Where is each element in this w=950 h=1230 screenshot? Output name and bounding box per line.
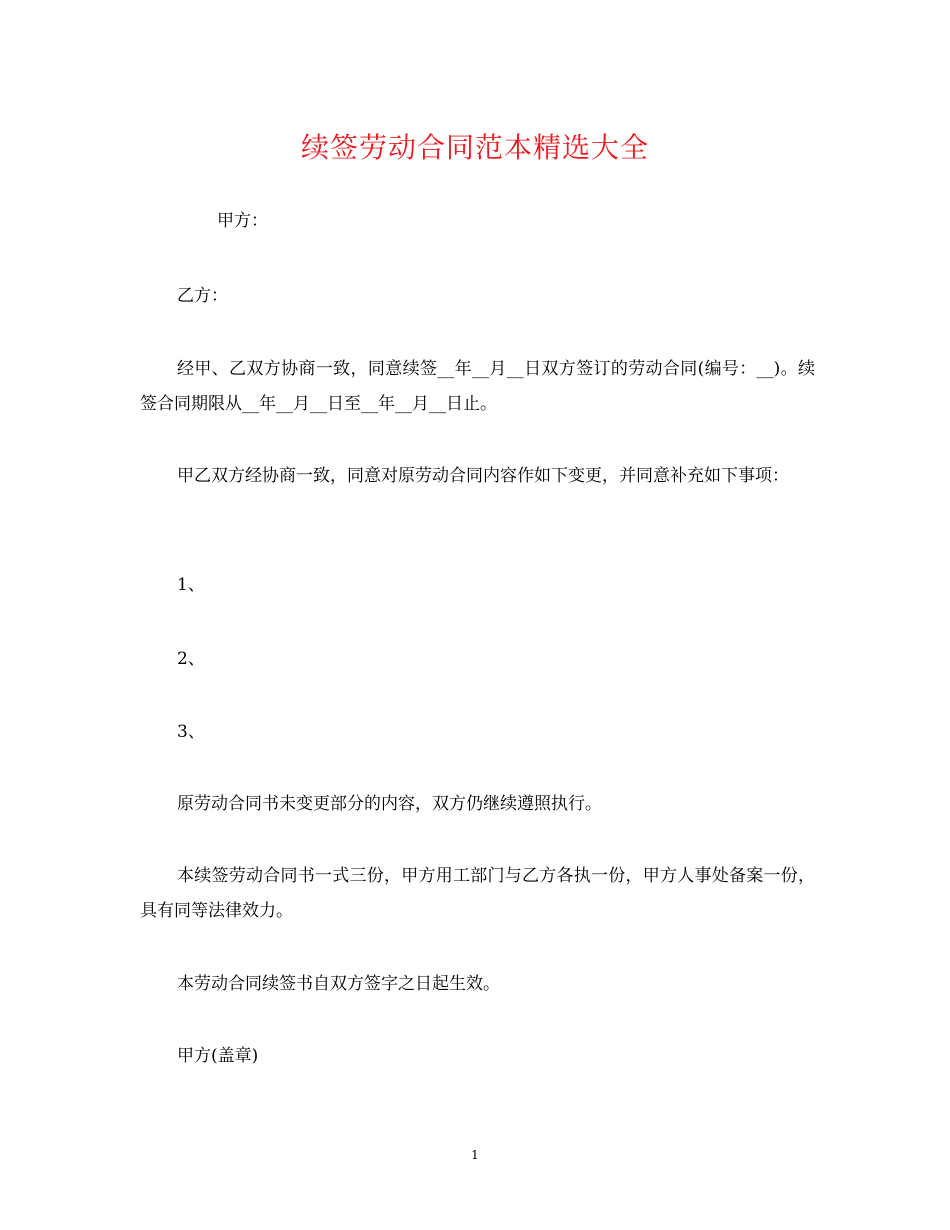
- amendment-clause: 甲乙双方经协商一致，同意对原劳动合同内容作如下变更，并同意补充如下事项：: [177, 466, 789, 486]
- document-title: 续签劳动合同范本精选大全: [300, 131, 649, 164]
- party-a-line: 甲方：: [217, 211, 268, 231]
- page-number: 1: [471, 1148, 479, 1162]
- list-item-3: 3、: [177, 722, 205, 742]
- party-a-seal-line: 甲方(盖章): [177, 1046, 259, 1066]
- unchanged-content-clause: 原劳动合同书未变更部分的内容，双方仍继续遵照执行。: [177, 794, 602, 814]
- effective-date-clause: 本劳动合同续签书自双方签字之日起生效。: [177, 974, 500, 994]
- renewal-clause: 经甲、乙双方协商一致，同意续签__年__月__日双方签订的劳动合同(编号：__)。续签合同期限从__年__月__日至__年__月__日止。: [140, 359, 815, 414]
- list-item-1: 1、: [177, 575, 205, 595]
- list-item-2: 2、: [177, 649, 205, 669]
- party-b-line: 乙方：: [177, 286, 228, 306]
- copies-clause: 本续签劳动合同书一式三份，甲方用工部门与乙方各执一份，甲方人事处备案一份，具有同等法律效力。: [140, 866, 815, 921]
